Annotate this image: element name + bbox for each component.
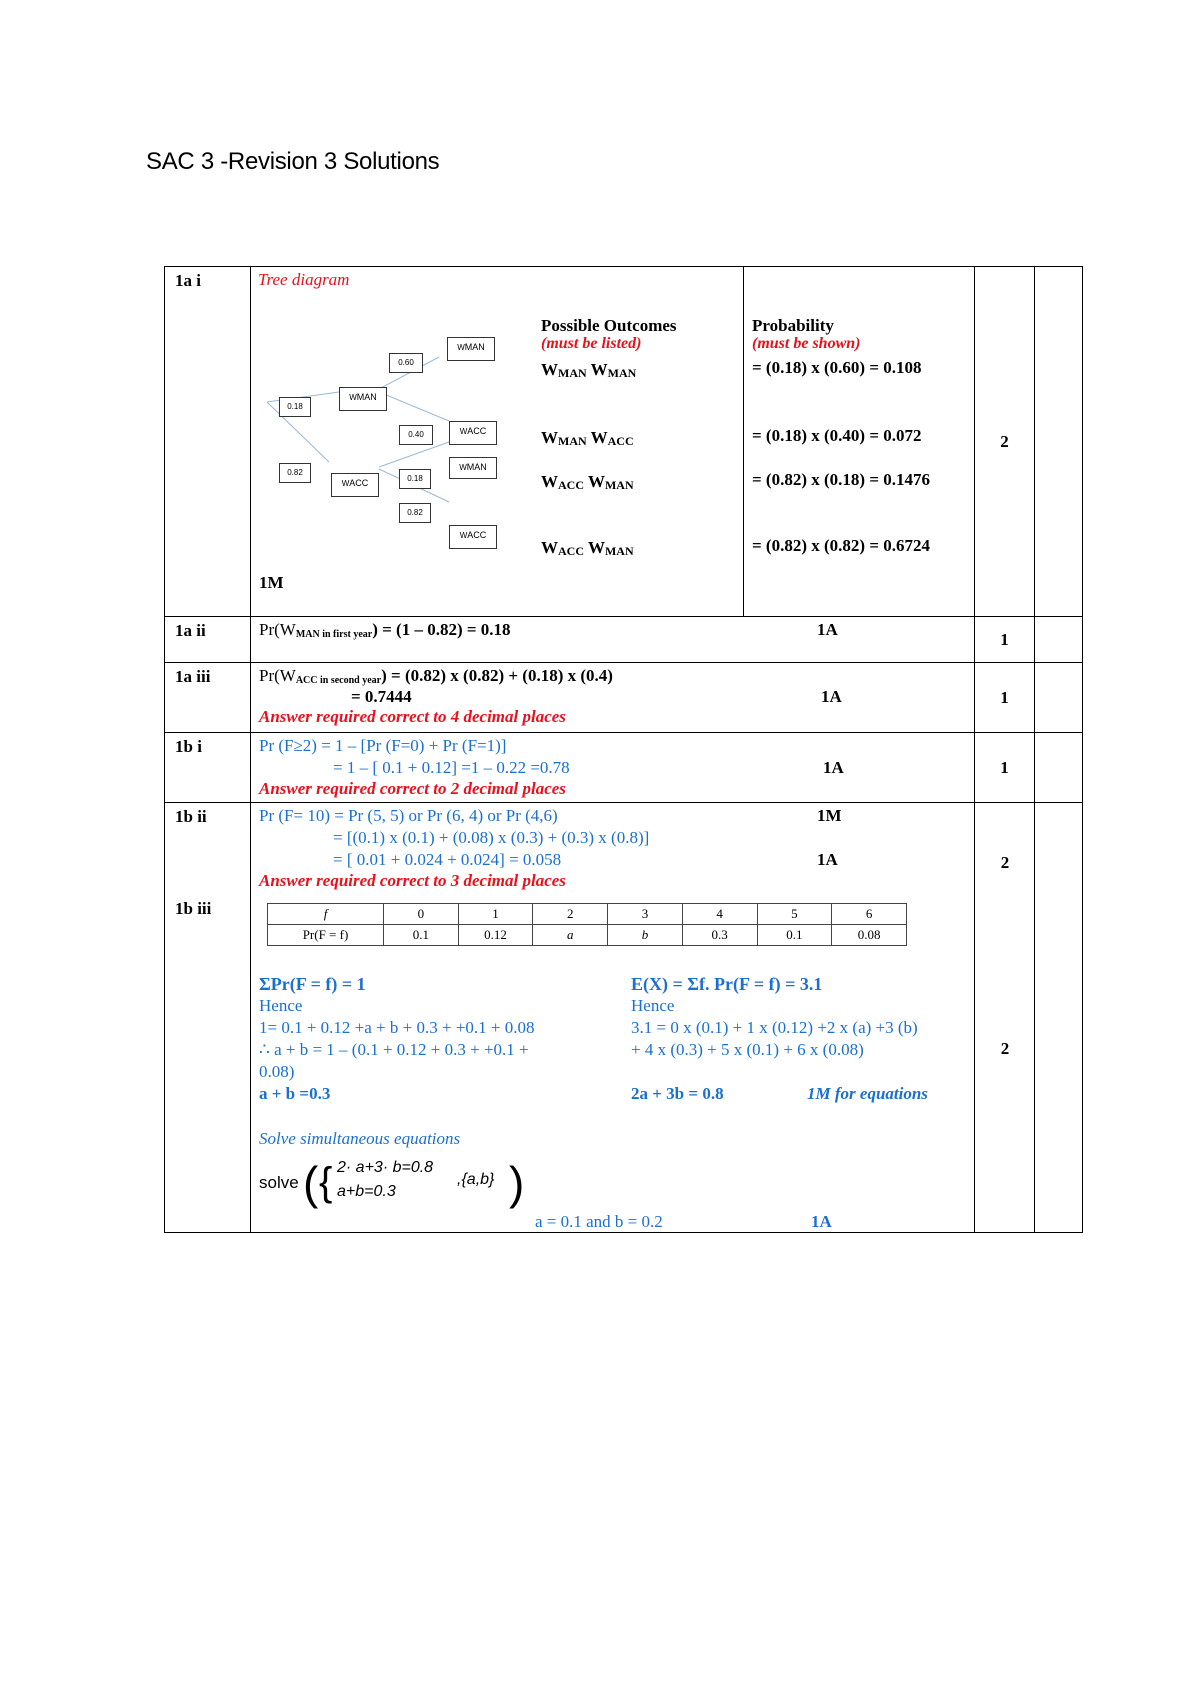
tree-box: 0.18 [399, 469, 431, 489]
outcomes-heading: Possible Outcomes [541, 316, 677, 335]
hence-label: Hence [631, 996, 675, 1015]
row-1a-ii [165, 617, 1083, 663]
marks: 2 [1000, 853, 1010, 872]
method-mark: 1M [817, 806, 842, 825]
outcome: WACC WMAN [541, 538, 634, 558]
row-1b-ii-iii [165, 803, 1083, 1233]
question-label: 1b iii [175, 899, 212, 918]
marks: 2 [975, 267, 1035, 617]
answer-line: = [ 0.01 + 0.024 + 0.024] = 0.058 [333, 850, 562, 869]
page-title: SAC 3 -Revision 3 Solutions [146, 148, 440, 175]
solve-command: solve ( { 2· a+3· b=0.8 a+b=0.3 ,{a,b} ) [259, 1157, 525, 1209]
question-label: 1b ii [175, 807, 207, 826]
marks: 2 [1000, 1039, 1010, 1058]
answer-line: = 1 – [ 0.1 + 0.12] =1 – 0.22 =0.78 [333, 758, 570, 777]
question-label: 1a i [175, 271, 201, 290]
hence-label: Hence [259, 996, 303, 1015]
tree-box: 0.40 [399, 425, 433, 445]
tree-lines [259, 297, 519, 537]
outcomes-note: (must be listed) [541, 335, 642, 352]
probability-calc: = (0.82) x (0.18) = 0.1476 [752, 470, 931, 489]
probability-calc: = (0.18) x (0.40) = 0.072 [752, 426, 922, 445]
tree-diagram [259, 297, 519, 540]
working-line: ∴ a + b = 1 – (0.1 + 0.12 + 0.3 + +0.1 + [259, 1040, 529, 1059]
answer-line: Pr (F= 10) = Pr (5, 5) or Pr (6, 4) or Pr (4,6) [259, 806, 558, 825]
row-1b-i [165, 733, 1083, 803]
working-line: a + b =0.3 [259, 1084, 331, 1103]
tree-box: WMAN [449, 457, 497, 479]
precision-note: Answer required correct to 2 decimal places [259, 779, 566, 798]
question-label: 1a iii [175, 667, 211, 686]
marks: 1 [975, 733, 1035, 803]
final-answer: a = 0.1 and b = 0.2 [535, 1212, 663, 1231]
solutions-table [164, 266, 1083, 1233]
question-label: 1a ii [175, 621, 206, 640]
tree-box: WMAN [447, 337, 495, 361]
solve-note: Solve simultaneous equations [259, 1129, 461, 1148]
method-mark: 1M for equations [807, 1084, 928, 1103]
precision-note: Answer required correct to 3 decimal places [259, 871, 566, 890]
question-label: 1b i [175, 737, 202, 756]
answer-mark: 1A [823, 758, 844, 777]
marks: 1 [975, 617, 1035, 663]
answer-mark: 1A [811, 1212, 832, 1231]
tree-box: WACC [449, 525, 497, 549]
answer-line: = [(0.1) x (0.1) + (0.08) x (0.3) + (0.3) x (0.8)] [333, 828, 650, 847]
answer-mark: 1A [821, 687, 842, 706]
row-1a-i [165, 267, 1083, 617]
tree-box: 0.18 [279, 397, 311, 417]
outcome: WACC WMAN [541, 472, 634, 492]
tree-box: WACC [449, 421, 497, 445]
working-line: 3.1 = 0 x (0.1) + 1 x (0.12) +2 x (a) +3 (b) [631, 1018, 918, 1037]
tree-box: 0.82 [279, 463, 311, 483]
precision-note: Answer required correct to 4 decimal places [259, 707, 566, 726]
method-mark: 1M [259, 573, 284, 592]
working-line: 2a + 3b = 0.8 [631, 1084, 724, 1103]
tree-heading: Tree diagram [258, 270, 350, 289]
probability-note: (must be shown) [752, 335, 861, 352]
answer-line: Pr (F≥2) = 1 – [Pr (F=0) + Pr (F=1)] [259, 736, 507, 755]
probability-calc: = (0.82) x (0.82) = 0.6724 [752, 536, 931, 555]
probability-calc: = (0.18) x (0.60) = 0.108 [752, 358, 922, 377]
answer-line: $Pr(W_{ACC in second year}) = (0.82)$ x (0.82) + (0.18) x (0.4) [259, 666, 613, 686]
tree-box: WMAN [339, 387, 387, 411]
working-line: 1= 0.1 + 0.12 +a + b + 0.3 + +0.1 + 0.08 [259, 1018, 535, 1037]
tree-box: 0.60 [389, 353, 423, 373]
working-line: 0.08) [259, 1062, 295, 1081]
tree-box: WACC [331, 473, 379, 497]
outcome: WMAN WACC [541, 428, 634, 448]
marks: 1 [975, 663, 1035, 733]
answer-mark: 1A [817, 850, 838, 869]
row-1a-iii [165, 663, 1083, 733]
answer-line: $Pr(W_{MAN in first year}) = (1 - 0.82) = 0.18$ [259, 620, 511, 640]
working-line: + 4 x (0.3) + 5 x (0.1) + 6 x (0.08) [631, 1040, 864, 1059]
expectation-equation: E(X) = Σf. Pr(F = f) = 3.1 [631, 974, 823, 994]
answer-mark: 1A [817, 620, 838, 639]
sum-equation: ΣPr(F = f) = 1 [259, 974, 366, 994]
probability-heading: Probability [752, 316, 834, 335]
probability-distribution-table: f 0 1 2 3 4 5 6 Pr(F = f) 0.1 0.12 a b 0.3 0.1 0.08 [267, 903, 907, 946]
outcome: WMAN WMAN [541, 360, 637, 380]
tree-box: 0.82 [399, 503, 431, 523]
answer-result: = 0.7444 [351, 687, 412, 706]
